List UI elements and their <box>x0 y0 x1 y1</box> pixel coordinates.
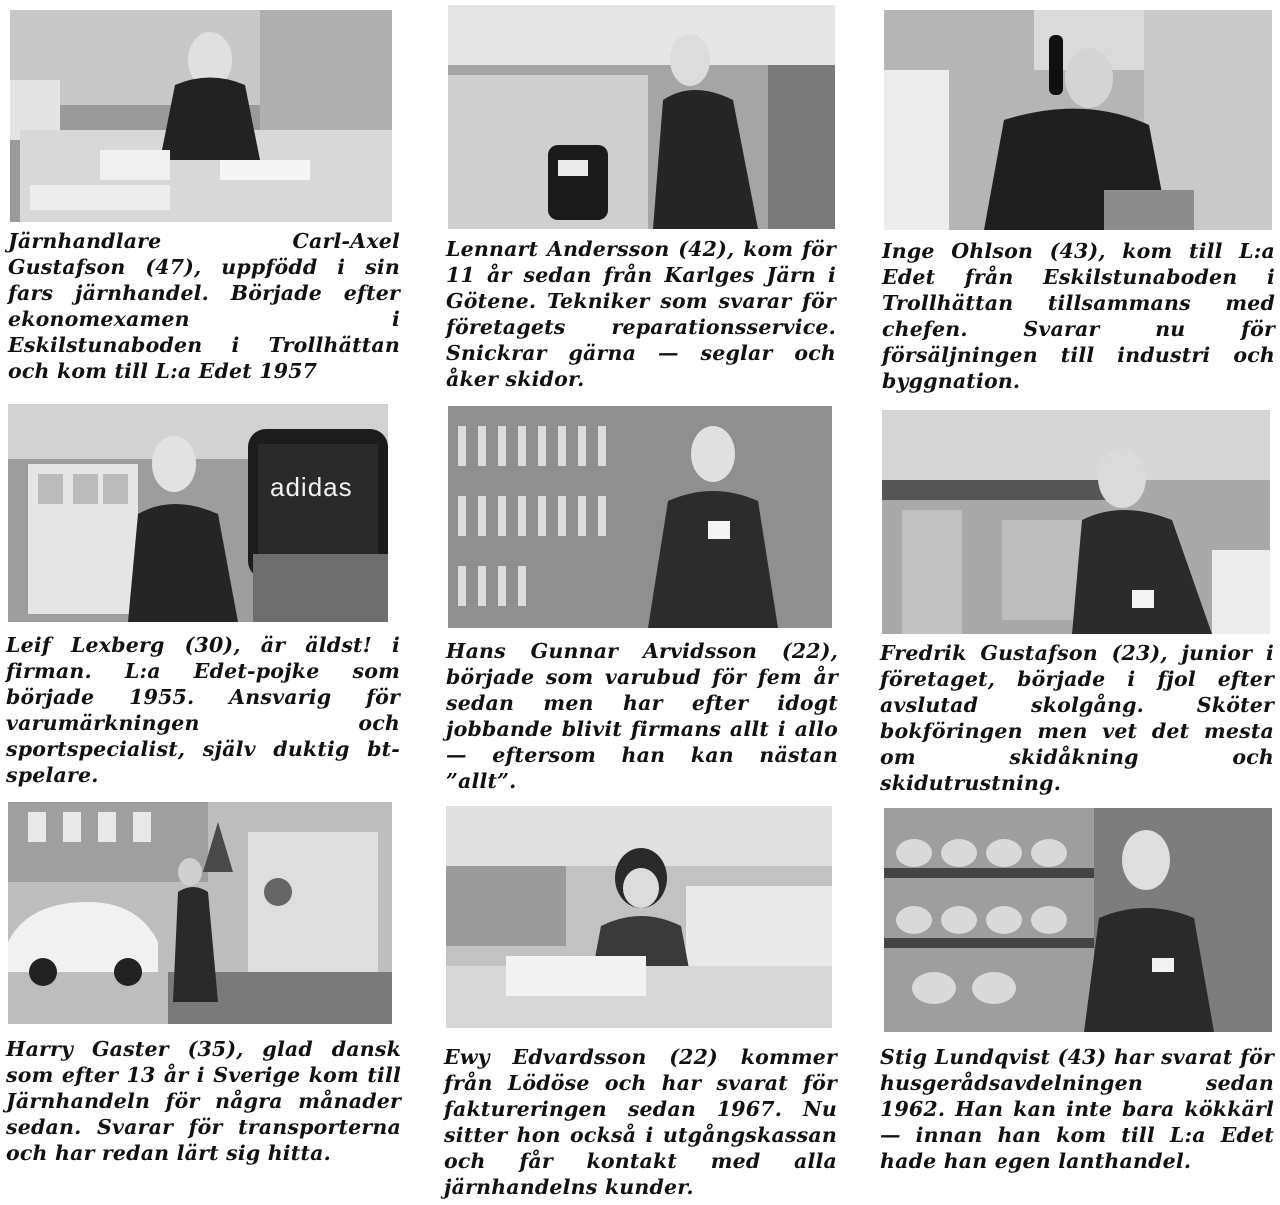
photo-harry-truck <box>8 802 392 1024</box>
caption-tail: ning. <box>1000 771 1062 795</box>
caption-body: för 11 år sedan från Karlges Järn i Götene. Tekniker som svarar för företagets reparationsservice. Snickrar gärna — <box>446 237 836 365</box>
caption-tail: Edet 1957 <box>191 359 318 383</box>
caption-tail: seglar och åker skidor. <box>446 341 836 391</box>
photo-inge-phone <box>884 10 1272 230</box>
caption-body: från Lödöse och har svarat för faktureringen sedan 1967. Nu sitter hon också i utgångskassan och får kontakt med alla järnhandelns kunder. <box>444 1071 837 1199</box>
adidas-bag-label: adidas <box>270 472 353 502</box>
caption-ewy <box>444 1044 837 1200</box>
caption-harry <box>6 1036 401 1166</box>
caption-lennart <box>446 236 836 392</box>
caption-stig <box>880 1044 1274 1174</box>
caption-tail: tan ”allt”. <box>446 743 838 793</box>
caption-body: i företaget, började i fjol efter avslutad skolgång. Sköter bokföringen men vet det mesta om skidåkning och skidutrust <box>880 641 1274 795</box>
caption-lead: Inge Ohlson (43), kom till L:a <box>882 239 1275 263</box>
caption-leif <box>6 632 400 788</box>
caption-fredrik <box>880 640 1274 796</box>
photo-stig-housewares <box>884 808 1272 1032</box>
caption-body: som efter 13 år i Sverige kom till Järnhandeln för några månader sedan. Svarar för transporterna och har redan lärt sig hitta. <box>6 1063 401 1165</box>
caption-inge <box>882 238 1275 394</box>
photo-ewy-desk <box>446 806 832 1028</box>
photo-fredrik-store <box>882 410 1270 634</box>
photo-hans-gunnar-tools <box>448 406 832 628</box>
caption-lead: Harry Gaster (35), glad dansk <box>6 1037 401 1061</box>
caption-lead: Ewy Edvardsson (22) kommer <box>444 1045 837 1069</box>
caption-body: började som varubud för fem år sedan men har efter idogt jobbande blivit firmans allt i allo — eftersom han kan näs <box>446 665 838 767</box>
caption-body: för husgerådsavdelningen sedan 1962. Han kan inte bara kökkärl — innan han kom till L:a Edet hade han egen lanthandel. <box>880 1045 1274 1173</box>
caption-hans-gunnar <box>446 638 838 794</box>
photo-carl-axel-office <box>10 10 392 222</box>
caption-body: uppfödd i sin fars järnhandel. Började efter ekonomexamen i Eskilstunaboden i Trollhättan och kom till L:a <box>8 255 400 383</box>
photo-leif-sports <box>8 404 388 622</box>
photo-lennart-repair <box>448 5 835 229</box>
caption-lead: Lennart Andersson (42), kom <box>446 237 794 261</box>
caption-body: Edet från Eskilstunaboden i Trollhättan tillsammans med chefen. Svarar nu för försäljningen till industri och byggnation. <box>882 265 1275 393</box>
caption-carl-axel <box>8 228 400 384</box>
caption-lead: Järnhandlare Carl-Axel Gustafson (47), <box>8 229 400 279</box>
caption-lead: Fredrik Gustafson (23), junior <box>880 641 1253 665</box>
caption-lead: Leif Lexberg (30), är äldst! i <box>6 633 400 657</box>
caption-lead: Stig Lundqvist (43) har svarat <box>880 1045 1233 1069</box>
caption-body: firman. L:a Edet-pojke som började 1955. Ansvarig för varumärkningen och sportspecialist, själv duktig bt-spelare. <box>6 659 400 787</box>
caption-lead: Hans Gunnar Arvidsson (22), <box>446 639 838 663</box>
